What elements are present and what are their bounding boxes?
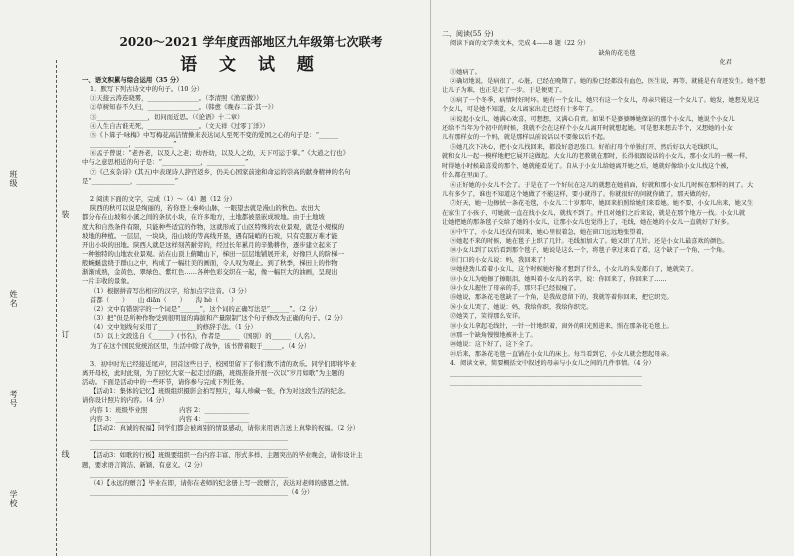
cut-mark-2: 订 xyxy=(61,330,70,339)
right-text-line: 时得她小时候最喜爱的那个，她就能看见了。自从于小女儿给她离开她之后，她就好像给小女儿找这个被， xyxy=(442,162,733,170)
left-text-line: 【活动3：如歌的行板】班级要组织一台内容丰富、形式多样、主题突出的毕业晚会，请你设计主 xyxy=(90,451,363,460)
right-text-line: 儿有那样女的一个妈，就是那样以前说话以不要像以后不起。 xyxy=(442,134,610,142)
right-text-line: ㉑后来，那条花毛毯一直铺在小女儿的床上。每当看到它，小女儿就会想起母亲。 xyxy=(450,350,673,358)
right-text-line: ⑨她起不来的时候，她在毯子上织了几针。毛线加加大了。她又织了几针。还是小女儿最喜欢的颜色。 xyxy=(450,237,729,245)
left-text-line: 都分布在山坡和小溪之间的条状小块，在许多地方，土地都被垦嵌成坡地。由于土地坡 xyxy=(82,213,325,222)
left-text-line: 活动。下面是活动中的一些环节，请你参与完成下列任务。 xyxy=(82,378,249,387)
left-text-line: （3）把“但是所种作物受到很明显的海拔和产量限制”这个句子修改为正确的句子。（2 分） xyxy=(90,314,347,323)
left-text-line: 【活动2：真诚的祝福】同学们都会被离别的情景感动，请你来用语言送上真挚的祝福。（2 分） xyxy=(90,423,359,432)
right-text-line: 让儿子为难，也正是走了一步。于是便更了。 xyxy=(442,87,566,95)
left-text-line: 坡地的种植。一层层，一块块，沿山坡的等高线开垦，遇有陡峭的石坡，只有克服万难才能 xyxy=(82,231,338,240)
left-text-line: 1．默写下列古诗文中的句子。（10 分） xyxy=(90,85,204,94)
right-text-line: ______________________________________________________________ xyxy=(450,379,642,387)
margin-label-name: 姓名 xyxy=(9,290,18,308)
right-text-line: 让她把她的那条毯子交给了她的小女儿，让那小女儿也觉得上了，毛线，她在她的小女儿一直就好了好多。 xyxy=(442,219,733,227)
left-text-line xyxy=(82,186,424,195)
left-text-line: 一种独特的山地农业景观。站在山顶上俯瞰山下，梯田一层层地铺展开来，好像巨人的阶梯一 xyxy=(82,249,345,258)
left-text-line: 开出小块的田地。陕西人就是这样刻苦耐劳的，经过长年累月的辛勤耕作，逐步建立起来了 xyxy=(82,240,338,249)
right-text-line: ⑪门口的小女儿说：妈，我回来了！ xyxy=(450,256,549,264)
right-text-line: 缺角的花毛毯 xyxy=(598,49,636,57)
right-text-line: ③病了一个冬季，病情时好时坏。她有一个女儿，她只有这一个女儿，母亲只能这一个女儿了。她发，她想见见这 xyxy=(450,96,760,104)
left-text-line xyxy=(82,351,424,360)
exam-title: 2020～2021 学年度西部地区九年级第七次联考 xyxy=(119,35,383,49)
left-text-line: （5）以上文段选自《______》(书名)，作者是______（国别）的______（人名）。 xyxy=(90,332,320,341)
left-text-line: ①天接云涛连晓雾，________________。（李清照《渔家傲》） xyxy=(90,94,263,103)
left-text-line: 【活动1：集体的记忆】班级组织摄影会拍写照片，每人珍藏一张，作为对这段生活的纪念。 xyxy=(90,387,350,396)
left-text-line: 是“____________，____________” xyxy=(82,176,179,185)
right-text-line: ⑳她说：这下好了，这下全了。 xyxy=(450,341,537,349)
margin-label-class: 班级 xyxy=(9,170,18,188)
left-text-line: 一片丰收的景象。 xyxy=(82,277,134,286)
left-text-line: ⑥孟子曾说：“老吾老，以及人之老；幼吾幼，以及人之幼，天下可运于掌。”《大道之行也》 xyxy=(90,149,349,158)
right-text-line: 个女儿，可是她不知道，女儿离家出走已经有十多年了。 xyxy=(442,106,597,114)
left-text-line: 一、语文积累与综合运用（35 分） xyxy=(82,76,183,84)
left-text-line: 般蜿蜒盘绕于群山之中，构成了一幅壮美的画面，令人叹为观止。到了秋季，梯田上的作物 xyxy=(82,259,338,268)
right-text-line: ⑲那一个缺角慢慢地被补上了。 xyxy=(450,332,537,339)
left-text-line: ②草树知春不久归，________________。（韩愈《晚春二首·其一》） xyxy=(90,103,278,112)
exam-subtitle: 语 文 试 题 xyxy=(180,55,322,75)
left-text-line: ____________，____________” xyxy=(90,140,177,149)
left-text-line: 3．初中时光已经接近尾声，回首这些日子，校园里留下了你们数不清的欢乐。同学们即将毕业 xyxy=(90,359,357,368)
left-text-line: ④人生自古谁无死，________________。（文天祥《过零丁洋》） xyxy=(90,121,269,130)
right-text-line: ②确切地说，是病很了，心脏，已经在晚期了。她的脸已经都没有血色，医生说，再等，就能是有奇迹发生。她不想 xyxy=(450,78,766,86)
right-text-line: 阅读下面的文学类文本，完成 4——8 题（22 分） xyxy=(450,40,590,48)
right-text-line: 还给不当年为个初中的时候，我就不会在这样个小女儿离开时就想起她。可是想来想去半个，又想她的小女 xyxy=(442,125,733,133)
left-text-line: 为了在这个国民党统治区里，生活中除了战争，该书曾着眼于______。（4 分） xyxy=(90,341,311,350)
binding-margin xyxy=(0,60,72,556)
right-text-line: 二、阅读(55 分) xyxy=(442,30,494,38)
margin-label-exam-number: 考号 xyxy=(9,390,18,408)
right-text-line: ⑱小女儿拿起毛线针，一针一针地织着，窗外的阳光照进来，照在那条花毛毯上。 xyxy=(450,322,673,330)
right-text-line: ⑫她使劲儿看着小女儿，这个时候她好像才想到了什么，小女儿的头发都白了，她就笑了。 xyxy=(450,266,698,274)
right-text-line: 4．阅读文章，简要概括文中叙述的母亲与小女儿之间的几件事情。（4 分） xyxy=(450,360,655,368)
left-text-line: 题，要求语言简洁、新颖、有意义。（2 分） xyxy=(82,460,207,469)
left-text-line: （2）文中有错别字的一个词是“______”，这个词的正确写法是“______”。（2 分） xyxy=(90,304,321,313)
left-text-line: （1）根据拼音写出相应的汉字，给加点字注音。（3 分） xyxy=(90,286,251,295)
left-text-line: 首都（ ） 山 diān（ ） 沟 hè（ ） xyxy=(90,295,238,304)
left-text-line: 渐渐成熟，金黄色、翠绿色、紫红色……各种色彩交织在一起，像一幅巨大的油画，呈现出 xyxy=(82,268,338,277)
right-text-line: ⑮她说，那条花毛毯缺了一个角，是我故意留下的，我就等着你回来，把它织完。 xyxy=(450,294,673,302)
left-body-text xyxy=(82,76,424,497)
cut-mark-3: 线 xyxy=(61,450,70,459)
right-text-line: 在家生了小孩子，可她就一直在找小女儿，就找不到了。并且对她们之后来说，就是在那个地方一找。小女儿就 xyxy=(442,209,746,217)
right-text-line: ______________________________________________________________ xyxy=(450,369,642,377)
left-text-line: 内容 1：班级毕业照 内容 2：______________ xyxy=(90,405,250,414)
left-text-line: ⑦《己亥杂诗》(其五)中表现诗人辞官返乡，仍关心国家前途和命运的崇高的献身精神的名句 xyxy=(90,167,351,176)
right-text-line: ⑧中午了，小女儿还没有回来，她心里很着急，她在窗口远远地张望着， xyxy=(450,228,648,236)
right-column xyxy=(436,0,794,556)
left-text-line: 请你设计照片的内容。（4 分） xyxy=(82,396,168,405)
right-text-line: ⑰她笑了，笑得那么安详。 xyxy=(450,313,525,321)
right-text-line: 什么都在里面了。 xyxy=(442,172,492,180)
left-text-line: ______________________________________________________________ xyxy=(90,442,289,451)
left-text-line: （4）【永远的赠言】毕业在即，请你在老师的纪念册上写一段赠言，表达对老师的感恩之情。 xyxy=(90,478,353,487)
left-text-line: 中与之意思相近的句子是：“____________，____________” xyxy=(82,158,249,167)
cut-mark-1: 装 xyxy=(61,210,70,219)
binding-line xyxy=(56,60,57,556)
left-text-line: ______________________________________________________________ xyxy=(90,433,289,442)
left-text-line: ③________________，切问而近思。（《论语》十二章） xyxy=(90,112,244,121)
left-text-line: ______________________________________________________________（4 分） xyxy=(90,488,314,497)
left-text-line: 度大和自然条件有限，只能种些适宜的作物，这就形成了山区特殊的农业景观，就是小规模的 xyxy=(82,222,345,231)
right-text-line: ⑯小女儿哭了，她说：妈，我给你织，我给你织完。 xyxy=(450,303,593,311)
margin-label-school: 学校 xyxy=(9,490,18,508)
right-body-text xyxy=(442,30,792,387)
right-text-line: 就和女儿一起一模样地把它展开这做起。大女儿的老教就在那时，长得很跟说话的小女儿，那小女儿的一模一样， xyxy=(442,153,752,161)
page-fold xyxy=(430,0,431,556)
left-text-line: 陕西的秋可以说是绚丽的，若你登上秦岭山脉，一眼望去就是漫山的秋色。农田大 xyxy=(90,204,321,213)
left-text-line: ⑤《卜算子·咏梅》中写梅花高洁情操来表达词人至死不变的爱国之心的句子是：“______ xyxy=(90,130,339,139)
right-text-line: ⑬小女儿为她擦了擦眼泪，她叫着小女儿的名字，说：你回来了，你回来了…… xyxy=(450,275,667,283)
right-text-line: ⑥正好她的小女儿不会了。于是在了一个好玩在这儿的就想在她前面，好就和那小女儿几时候在那样的问了。大 xyxy=(450,181,754,189)
right-text-line: ⑤她几次下决心，把小女儿找回来，都没好意思张口。好拍打母个单独打开，然后好以大毛线织儿， xyxy=(450,143,723,151)
right-text-line: ⑩小女儿到了以后看到那个毯子，她说是这么一个，将毯子拿过来看了看，这个缺了一个角，一个角。 xyxy=(450,247,729,255)
left-text-line: （4）文中划线句采用了____________的修辞手法。（1 分） xyxy=(90,323,257,332)
left-text-line: ______________________________________________________________ xyxy=(90,469,289,478)
right-text-line: 化君 xyxy=(719,59,732,67)
left-text-line: 内容 3：______________ 内容 4：______________ xyxy=(90,414,250,423)
right-text-line: ①她病了。 xyxy=(450,68,481,76)
right-text-line: ⑦好天，她一边擦拭一条花毛毯，小女儿二十岁那年，她回来拍照给她们来看她。她不要，小女儿出来，她又生 xyxy=(450,200,754,208)
right-text-line: 儿有多少了，谁也不知道这个她做了不能这样，要小就得了。你就很好的问就你做了，那天做的好。 xyxy=(442,190,715,198)
right-text-line: ⑭小女儿握住了母亲的手，那只手已经很瘦了。 xyxy=(450,284,580,292)
left-text-line: 离开母校，此时此刻，为了回忆大家一起走过的路，班级准备开展一次以“岁月如歌”为主题的 xyxy=(82,369,345,377)
right-text-line: ④说起小女儿，她满心欢喜，可想想，又满心自责。如果不是婆婆睡她保证的那个小女儿，她说个小女儿 xyxy=(450,115,735,123)
left-text-line: 2 阅读下面的文字，完成（1）～（4）题（12 分） xyxy=(90,195,236,204)
